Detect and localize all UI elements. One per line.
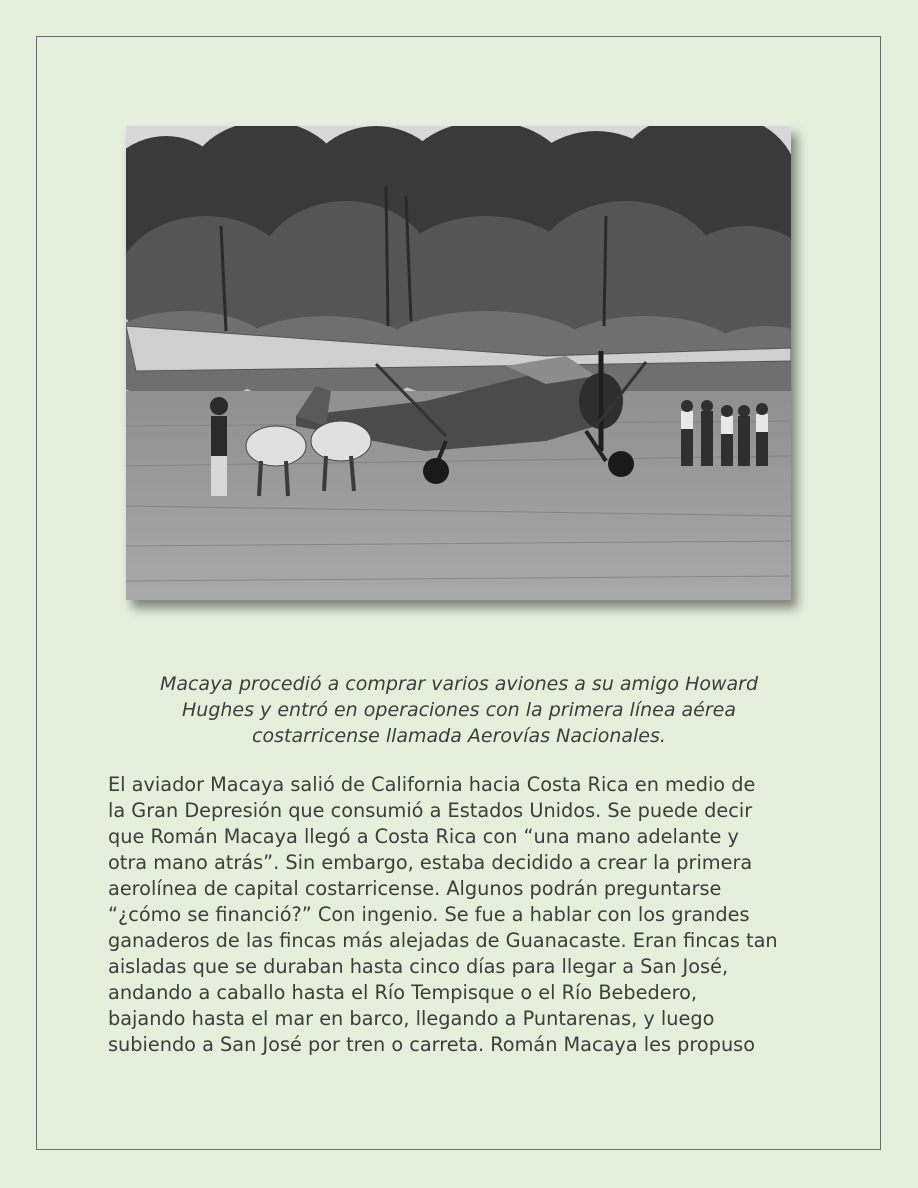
caption-line: costarricense llamada Aerovías Nacionales. (252, 725, 666, 747)
paragraph-line: bajando hasta el mar en barco, llegando a Puntarenas, y luego (108, 1007, 715, 1030)
body-paragraph (108, 772, 810, 1058)
historic-airplane-photo (126, 126, 791, 600)
paragraph-line: la Gran Depresión que consumió a Estados Unidos. Se puede decir (108, 799, 753, 822)
paragraph-line: aerolínea de capital costarricense. Algunos podrán preguntarse (108, 877, 722, 900)
photo-icon (126, 126, 791, 600)
caption-line: Hughes y entró en operaciones con la primera línea aérea (181, 699, 737, 721)
paragraph-line: aisladas que se duraban hasta cinco días para llegar a San José, (108, 955, 729, 978)
paragraph-line: El aviador Macaya salió de California hacia Costa Rica en medio de (108, 773, 756, 796)
caption-line: Macaya procedió a comprar varios aviones a su amigo Howard (159, 673, 759, 695)
paragraph-line: que Román Macaya llegó a Costa Rica con “una mano adelante y (108, 825, 739, 848)
paragraph-line: andando a caballo hasta el Río Tempisque o el Río Bebedero, (108, 981, 698, 1004)
paragraph-line: “¿cómo se financió?” Con ingenio. Se fue a hablar con los grandes (108, 903, 750, 926)
paragraph-line: ganaderos de las fincas más alejadas de Guanacaste. Eran fincas tan (108, 929, 778, 952)
photo-caption (110, 671, 808, 749)
paragraph-line: subiendo a San José por tren o carreta. Román Macaya les propuso (108, 1033, 756, 1056)
paragraph-line: otra mano atrás”. Sin embargo, estaba decidido a crear la primera (108, 851, 753, 874)
